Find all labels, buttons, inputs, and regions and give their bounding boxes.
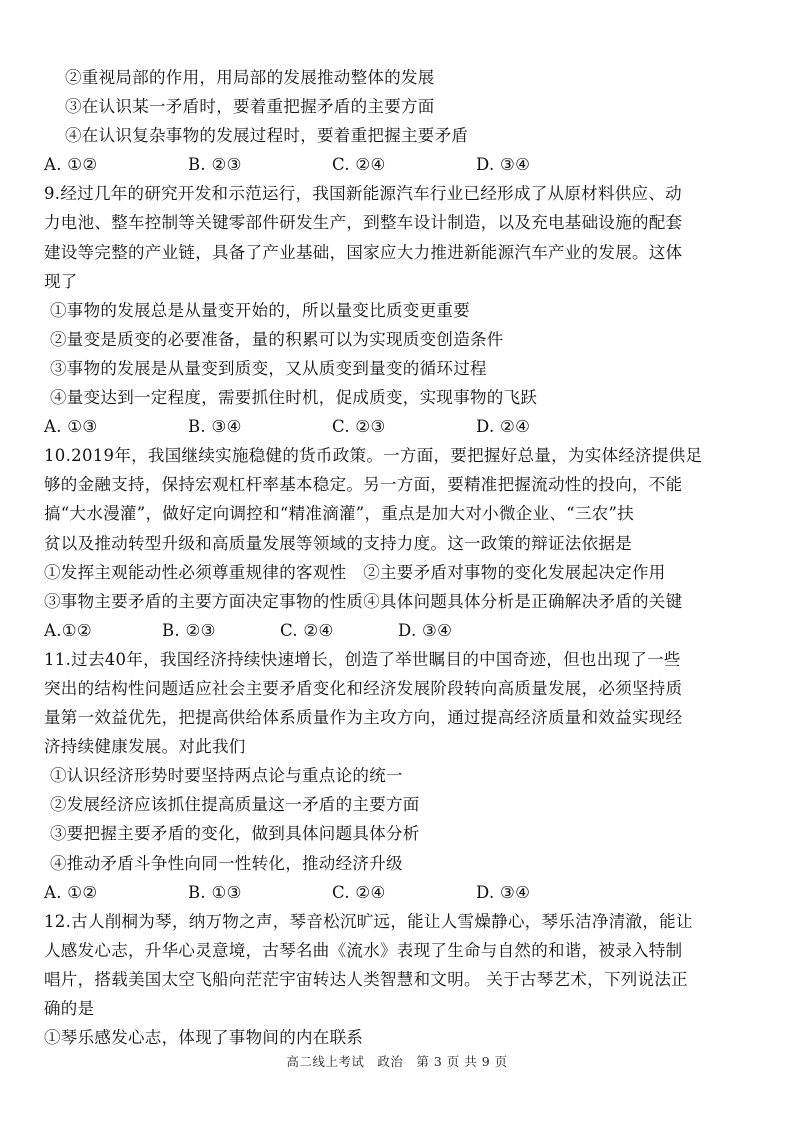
statement: ②量变是质变的必要准备，量的积累可以为实现质变创造条件 (50, 329, 504, 349)
question-text: 搞“大水漫灌”，做好定向调控和“精准滴灌”，重点是加大对小微企业、“三农”扶 (44, 504, 635, 524)
answer-options (44, 616, 756, 645)
option-d: D. ③④ (398, 620, 453, 640)
page-content (44, 63, 756, 1052)
option-a: A.①② (44, 620, 92, 640)
page-footer: 高二线上考试 政治 第 3 页 共 9 页 (286, 1054, 508, 1069)
option-a: A. ①② (44, 882, 98, 902)
question-10 (44, 441, 756, 645)
statement: ①认识经济形势时要坚持两点论与重点论的统一 (50, 766, 403, 786)
option-a: A. ①② (44, 155, 98, 175)
question-text: 够的金融支持，保持宏观杠杆率基本稳定。另一方面，要精准把握流动性的投向，不能 (44, 475, 683, 495)
question-text: 现了 (44, 271, 78, 291)
question-text: 确的是 (44, 999, 95, 1018)
question-text: 12.古人削桐为琴，纳万物之声，琴音松沉旷远，能让人雪燥静心，琴乐洁净清澈，能让 (44, 911, 693, 931)
answer-options (44, 412, 756, 441)
option-c: C. ②④ (332, 882, 386, 902)
question-text: 突出的结构性问题适应社会主要矛盾变化和经济发展阶段转向高质量发展，必须坚持质 (44, 678, 683, 698)
option-d: D. ③④ (476, 155, 531, 175)
statement: ①琴乐感发心志，体现了事物间的内在联系 (44, 1028, 364, 1048)
option-d: D. ②④ (476, 417, 531, 437)
option-d: D. ③④ (476, 882, 531, 902)
option-c: C. ②④ (332, 155, 386, 175)
option-c: C. ②③ (332, 417, 386, 437)
option-c: C. ②④ (280, 620, 334, 640)
question-8-tail (44, 63, 756, 179)
question-text: 量第一效益优先，把提高供给体系质量作为主攻方向，通过提高经济质量和效益实现经 (44, 708, 683, 728)
statement: ①发挥主观能动性必须尊重规律的客观性 ②主要矛盾对事物的变化发展起决定作用 (44, 562, 666, 582)
statement: ③在认识某一矛盾时，要着重把握矛盾的主要方面 (65, 97, 435, 117)
statement: ②重视局部的作用，用局部的发展推动整体的发展 (65, 68, 435, 87)
question-text: 11.过去40年，我国经济持续快速增长，创造了举世瞩目的中国奇迹，但也出现了一些 (44, 649, 681, 669)
question-text: 9.经过几年的研究开发和示范运行，我国新能源汽车行业已经形成了从原材料供应、动 (44, 184, 682, 204)
question-11 (44, 645, 756, 907)
answer-options (44, 878, 756, 907)
statement: ②发展经济应该抓住提高质量这一矛盾的主要方面 (50, 795, 420, 815)
option-b: B. ②③ (162, 620, 216, 640)
option-b: B. ②③ (188, 155, 242, 175)
question-12 (44, 907, 756, 1052)
answer-options (44, 150, 756, 179)
question-text: 力电池、整车控制等关键零部件研发生产，到整车设计制造，以及充电基础设施的配套 (44, 213, 683, 233)
statement: ④在认识复杂事物的发展过程时，要着重把握主要矛盾 (65, 126, 469, 146)
question-text: 10.2019年，我国继续实施稳健的货币政策。一方面，要把握好总量，为实体经济提供足 (44, 446, 703, 466)
option-b: B. ①③ (188, 882, 242, 902)
statement: ③事物主要矛盾的主要方面决定事物的性质④具体问题具体分析是正确解决矛盾的关键 (44, 591, 683, 611)
statement: ④量变达到一定程度，需要抓住时机，促成质变，实现事物的飞跃 (50, 388, 538, 408)
question-text: 济持续健康发展。对此我们 (44, 737, 246, 757)
option-a: A. ①③ (44, 417, 98, 437)
question-text: 贫以及推动转型升级和高质量发展等领域的支持力度。这一政策的辩证法依据是 (44, 533, 632, 553)
statement: ④推动矛盾斗争性向同一性转化，推动经济升级 (50, 853, 403, 873)
question-9 (44, 179, 756, 441)
question-text: 建设等完整的产业链，具备了产业基础，国家应大力推进新能源汽车产业的发展。这体 (44, 242, 683, 262)
statement: ③要把握主要矛盾的变化，做到具体问题具体分析 (50, 824, 420, 844)
question-text: 人感发心志，升华心灵意境，古琴名曲《流水》表现了生命与自然的和谐，被录入特制 (44, 940, 683, 960)
option-b: B. ③④ (188, 417, 242, 437)
statement: ①事物的发展总是从量变开始的，所以量变比质变更重要 (50, 300, 470, 320)
question-text: 唱片，搭载美国太空飞船向茫茫宇宙转达人类智慧和文明。 关于古琴艺术，下列说法正 (44, 969, 688, 989)
statement: ③事物的发展是从量变到质变，又从质变到量变的循环过程 (50, 358, 487, 378)
